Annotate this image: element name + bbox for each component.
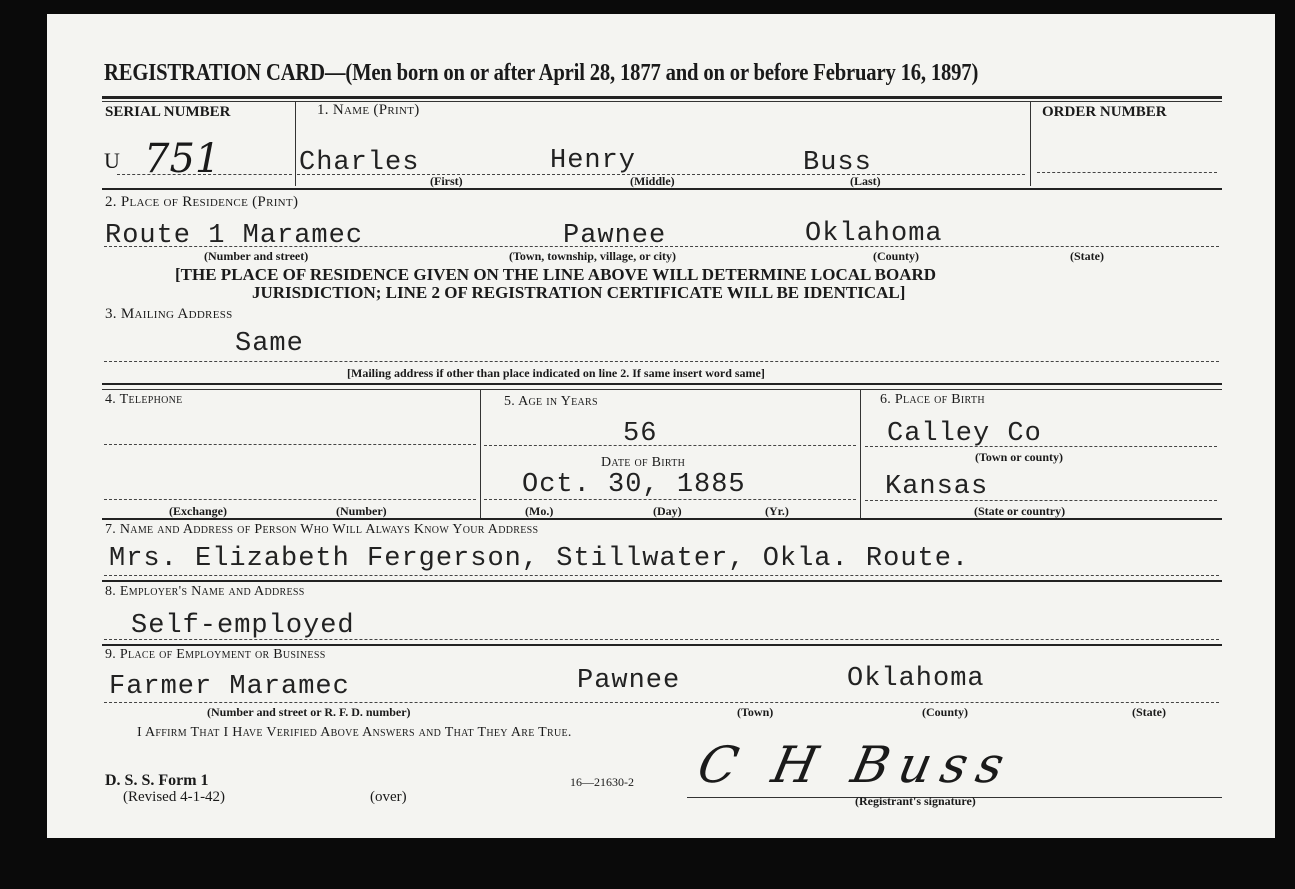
last-caption: (Last) [850,174,881,188]
form-name: D. S. S. Form 1 [105,772,209,789]
town-caption: (Town, township, village, or city) [509,249,677,263]
form-revised: (Revised 4-1-42) [123,789,226,805]
residence-town: Pawnee [563,221,667,251]
county-caption: (County) [873,249,920,263]
street-caption: (Number and street) [204,249,309,263]
employment-county-caption: (County) [922,705,969,719]
last-name: Buss [803,148,872,178]
affirmation: I Affirm That I Have Verified Above Answers and That They Are True. [137,725,572,740]
yr-caption: (Yr.) [765,504,789,518]
order-number-label: ORDER NUMBER [1042,104,1167,120]
form-code: 16—21630-2 [570,775,634,789]
employer-value: Self-employed [131,611,355,641]
employment-street-caption: (Number and street or R. F. D. number) [207,705,411,719]
day-caption: (Day) [653,504,682,518]
name-label: 1. Name (Print) [317,102,420,118]
age-label: 5. Age in Years [504,394,598,409]
mailing-label: 3. Mailing Address [105,306,233,322]
middle-caption: (Middle) [630,174,675,188]
employer-label: 8. Employer's Name and Address [105,584,305,599]
registrant-signature: C H Buss [692,736,1020,794]
registration-card [47,14,1275,838]
employment-town-caption: (Town) [737,705,774,719]
serial-number-label: SERIAL NUMBER [105,104,231,120]
employment-state-caption: (State) [1132,705,1166,719]
middle-name: Henry [550,146,637,176]
employment-town: Pawnee [577,666,681,696]
state-caption: (State) [1070,249,1104,263]
first-name: Charles [299,148,420,178]
residence-note-2: JURISDICTION; LINE 2 OF REGISTRATION CERTIFICATE WILL BE IDENTICAL] [252,283,906,302]
contact-value: Mrs. Elizabeth Fergerson, Stillwater, Okla. Route. [109,544,970,574]
employment-label: 9. Place of Employment or Business [105,647,326,662]
birthplace-town: Calley Co [887,419,1042,449]
mo-caption: (Mo.) [525,504,554,518]
exchange-caption: (Exchange) [169,504,227,518]
birthplace-state: Kansas [885,472,989,502]
first-caption: (First) [430,174,463,188]
form-over: (over) [370,789,407,805]
mailing-caption: [Mailing address if other than place indicated on line 2. If same insert word same] [347,366,765,380]
serial-prefix: U [104,148,120,173]
residence-label: 2. Place of Residence (Print) [105,194,299,210]
age-value: 56 [623,419,658,449]
residence-note-1: [THE PLACE OF RESIDENCE GIVEN ON THE LINE ABOVE WILL DETERMINE LOCAL BOARD [175,265,937,284]
residence-street: Route 1 Maramec [105,221,364,251]
serial-number-value: 751 [144,136,221,182]
residence-county: Oklahoma [805,219,943,249]
contact-label: 7. Name and Address of Person Who Will Always Know Your Address [105,522,539,537]
employment-county: Oklahoma [847,664,985,694]
card-title: REGISTRATION CARD—(Men born on or after April 28, 1877 and on or before February 16, 1897) [104,60,979,86]
signature-caption: (Registrant's signature) [855,794,976,808]
birthplace-town-caption: (Town or county) [975,450,1064,464]
birthplace-state-caption: (State or country) [974,504,1066,518]
telephone-label: 4. Telephone [105,392,183,407]
dob-label: Date of Birth [601,455,686,470]
dob-value: Oct. 30, 1885 [522,470,746,500]
employment-street: Farmer Maramec [109,672,350,702]
mailing-value: Same [235,329,304,359]
number-caption: (Number) [336,504,387,518]
birthplace-label: 6. Place of Birth [880,392,985,407]
